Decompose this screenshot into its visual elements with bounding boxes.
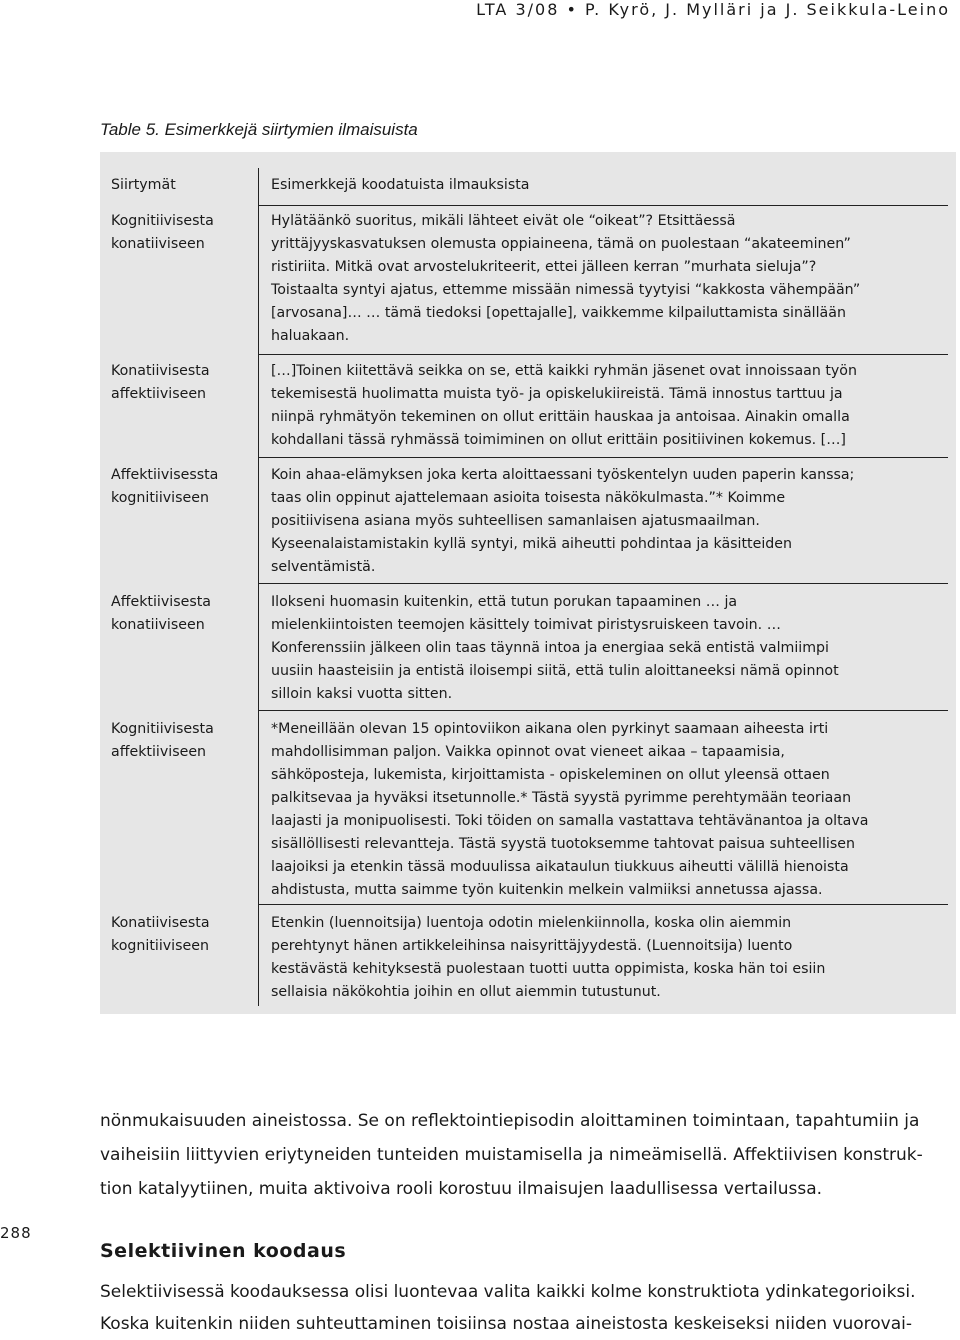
table-row-divider xyxy=(258,457,948,458)
body-paragraph: Selektiivisessä koodauksessa olisi luontevaa valita kaikki kolme konstruktiota ydinkategorioiksi. Koska kuitenkin niiden suhteuttaminen toisiinsa nostaa aineistosta keskeiseksi niiden vuorovai- xyxy=(100,1282,916,1334)
row4-examples: Ilokseni huomasin kuitenkin, että tutun porukan tapaaminen … ja mielenkiintoisten teemojen käsittely toimivat piristysruiskeen tavoin. … Konferenssiin jälkeen olin taas täynnä intoa ja energiaa sekä entistä valmiimpi uusiin haasteisiin ja entistä iloisempi siitä, että tulin aloittaneeksi nämä opinnot silloin kaksi vuotta sitten. xyxy=(271,594,839,702)
page-number: 288 xyxy=(0,1224,32,1242)
table-column-divider xyxy=(258,168,259,1006)
table-row-divider xyxy=(258,205,948,206)
table-row-divider xyxy=(258,583,948,584)
row1-transition: Kognitiivisesta konatiiviseen xyxy=(111,213,214,252)
row3-examples: Koin ahaa-elämyksen joka kerta aloittaessani työskentelyn uuden paperin kanssa; taas olin oppinut ajattelemaan asioita toisesta näkökulmasta.”* Koimme positiivisena asiana myös suhteellisen samanlaisen ajatusmaailman. Kyseenalaistamistakin kyllä syntyi, mikä aiheutti pohdintaa ja käsitteiden selventämistä. xyxy=(271,467,855,575)
section-heading: Selektiivinen koodaus xyxy=(100,1240,347,1262)
running-head: LTA 3/08 • P. Kyrö, J. Mylläri ja J. Seikkula-Leino xyxy=(476,0,950,19)
table-row-divider xyxy=(258,904,948,905)
table-caption: Table 5. Esimerkkejä siirtymien ilmaisuista xyxy=(100,120,418,139)
row5-transition: Kognitiivisesta affektiiviseen xyxy=(111,721,214,760)
body-paragraph: nönmukaisuuden aineistossa. Se on reflektointiepisodin aloittaminen toimintaan, tapahtumiin ja vaiheisiin liittyvien eriytyneiden tunteiden muistamisella ja nimeämisellä. Affektiivisen konstruk- tion katalyytiinen, muita aktivoiva rooli korostuu ilmaisujen laadullisessa vertailussa. xyxy=(100,1111,923,1199)
row2-transition: Konatiivisesta affektiiviseen xyxy=(111,363,210,402)
table-row-divider xyxy=(258,354,948,355)
col-header-examples: Esimerkkejä koodatuista ilmauksista xyxy=(271,177,530,193)
row5-examples: *Meneillään olevan 15 opintoviikon aikana olen pyrkinyt saamaan aiheesta irti mahdollisimman paljon. Vaikka opinnot ovat vieneet aikaa – tapaamisia, sähköposteja, lukemista, kirjoittamista - opiskeleminen on ollut yleensä ottaen palkitsevaa ja hyväksi itsetunnolle.* Tästä syystä pyrimme perehtymään teoriaan laajasti ja monipuolisesti. Toki töiden on samalla vastattava tehtävänantoa ja oltava sisällöllisesti relevantteja. Tästä syystä tuotoksemme tahtovat paisua suhteellisen laajoiksi ja etenkin tässä moduulissa aikataulun tiukkuus aiheutti välillä hienoista ahdistusta, mutta saimme työn kuitenkin melkein valmiiksi annetussa ajassa. xyxy=(271,721,869,898)
row6-transition: Konatiivisesta kognitiiviseen xyxy=(111,915,210,954)
row2-examples: […]Toinen kiitettävä seikka on se, että kaikki ryhmän jäsenet ovat innoissaan työn tekemisestä huolimatta muista työ- ja opiskelukiireistä. Tämä innostus tarttuu ja niinpä ryhmätyön tekeminen on ollut erittäin hauskaa ja antoisaa. Ainakin omalla kohdallani tässä ryhmässä toimiminen on ollut erittäin positiivinen kokemus. […] xyxy=(271,363,857,448)
col-header-transitions: Siirtymät xyxy=(111,177,176,193)
row3-transition: Affektiivisessta kognitiiviseen xyxy=(111,467,219,506)
row6-examples: Etenkin (luennoitsija) luentoja odotin mielenkiinnolla, koska olin aiemmin perehtynyt hänen artikkeleihinsa naisyrittäjyydestä. (Luennoitsija) luento kestävästä kehityksestä puolestaan tuotti uutta oppimista, koska hän toi esiin sellaisia näkökohtia joihin en ollut aiemmin tutustunut. xyxy=(271,915,826,1000)
row4-transition: Affektiivisesta konatiiviseen xyxy=(111,594,211,633)
table-row-divider xyxy=(258,710,948,711)
row1-examples: Hylätäänkö suoritus, mikäli lähteet eivät ole “oikeat”? Etsittäessä yrittäjyyskasvatuksen olemusta oppiaineena, tämä on puolestaan “akateeminen” ristiriita. Mitkä ovat arvostelukriteerit, ettei jälleen kerran ”murhata sieluja”? Toistaalta syntyi ajatus, ettemme missään nimessä tyytyisi “kakkosta vähempään” [arvosana]… … tämä tiedoksi [opettajalle], vaikkemme kilpailuttamista sinällään haluakaan. xyxy=(271,213,861,344)
